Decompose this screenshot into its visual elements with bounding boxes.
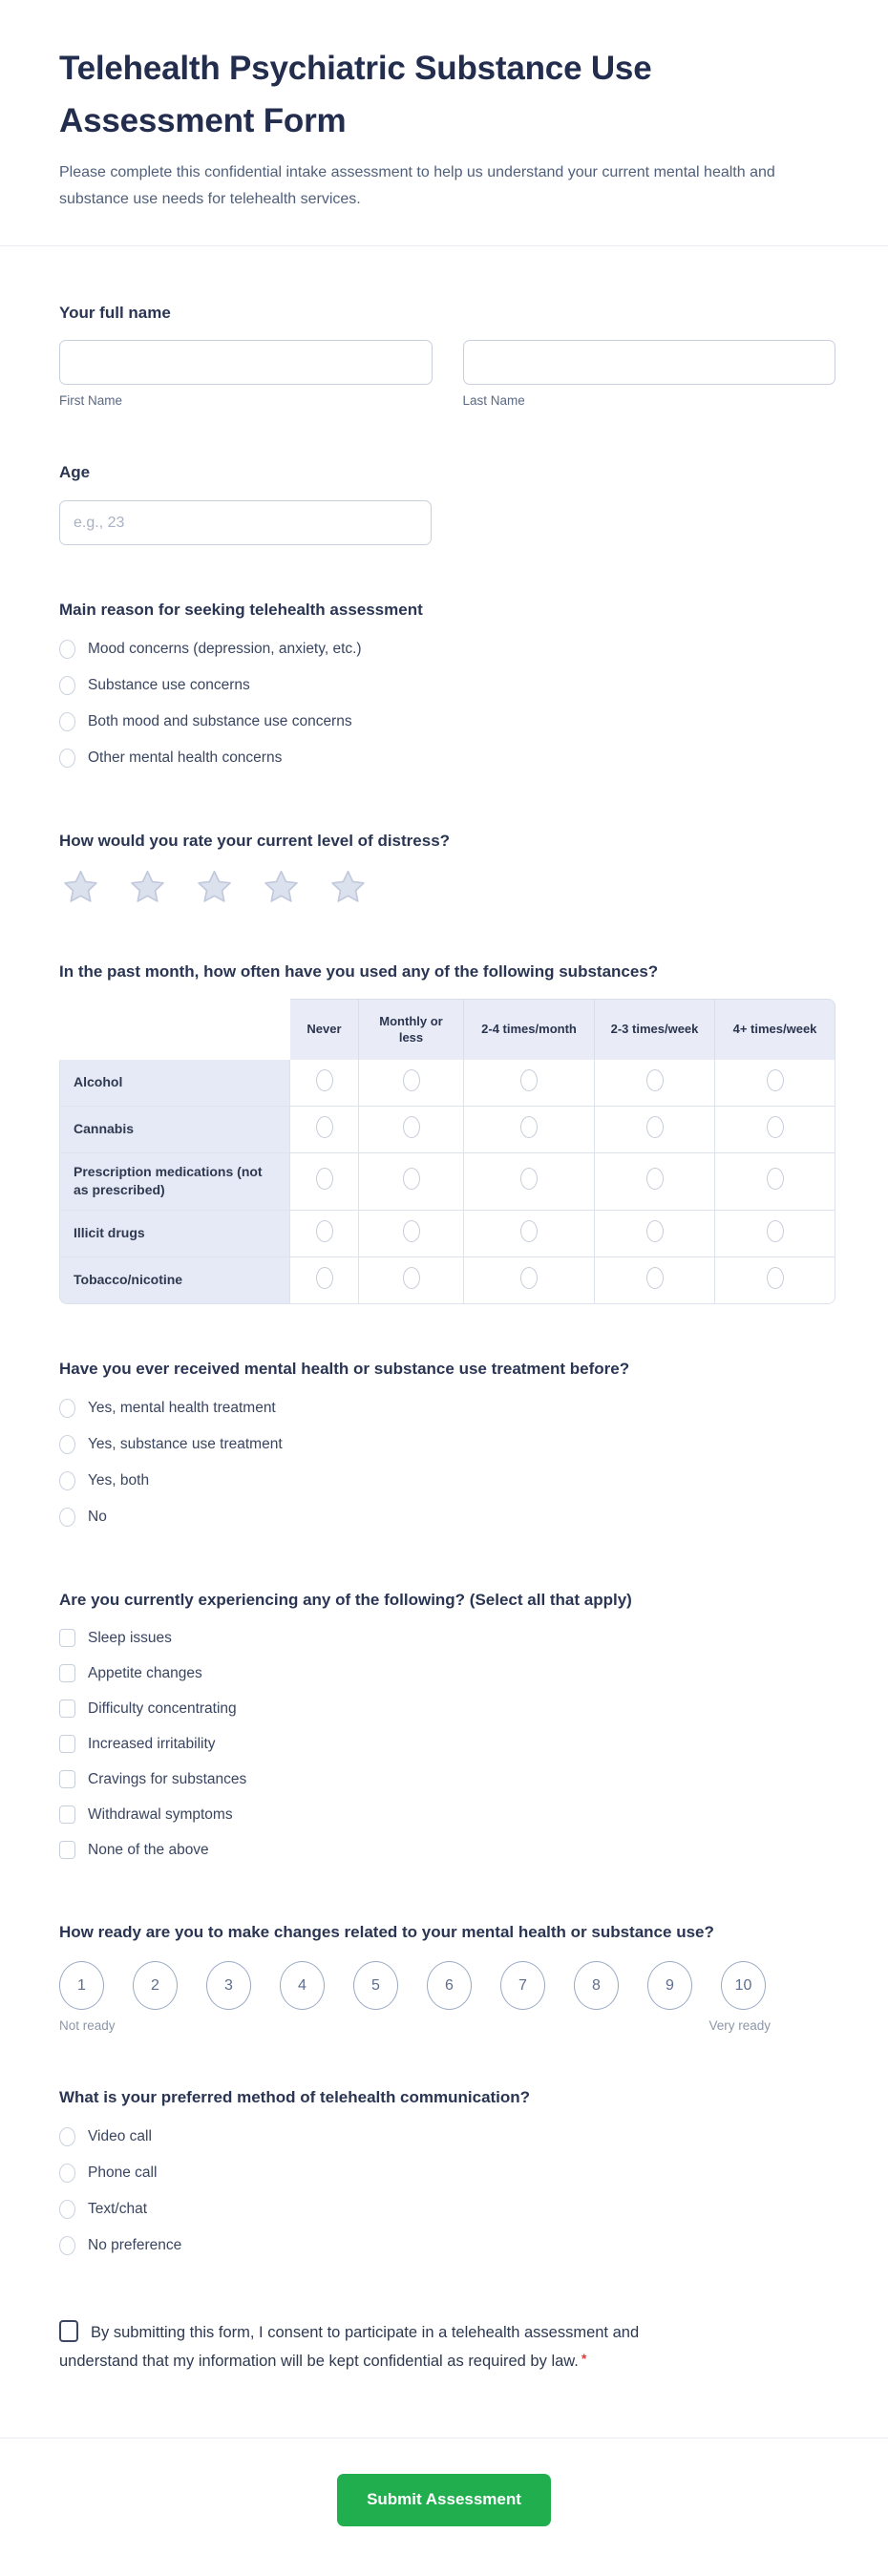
radio-icon[interactable]: [520, 1220, 538, 1242]
radio-icon[interactable]: [520, 1116, 538, 1138]
option-label: Cravings for substances: [88, 1770, 247, 1787]
first-name-sublabel: First Name: [59, 393, 123, 409]
radio-icon[interactable]: [646, 1116, 664, 1138]
scale-option[interactable]: 4: [280, 1961, 325, 2010]
checkbox-option[interactable]: [59, 1762, 835, 1797]
form-footer: [0, 2439, 888, 2576]
radio-icon[interactable]: [403, 1168, 420, 1190]
checkbox-icon[interactable]: [59, 1629, 75, 1647]
question-substance-table: [59, 961, 835, 1304]
table-cell: [290, 1060, 359, 1107]
option-label: Video call: [88, 2127, 152, 2144]
form-header: [0, 0, 888, 245]
radio-icon[interactable]: [59, 1471, 75, 1490]
question-label: What is your preferred method of telehealth communication?: [59, 2088, 531, 2107]
option-label: Substance use concerns: [88, 676, 250, 693]
checkbox-option[interactable]: [59, 1797, 835, 1832]
table-cell: [464, 1211, 595, 1257]
radio-icon[interactable]: [403, 1267, 420, 1289]
age-field-wrap: [59, 500, 835, 545]
table-row: [59, 1211, 835, 1257]
table-cell: [595, 1257, 715, 1304]
radio-icon[interactable]: [767, 1168, 784, 1190]
table-row: [59, 1257, 835, 1304]
first-name-group: [59, 340, 433, 408]
checkbox-option[interactable]: [59, 1832, 835, 1868]
option-label: Yes, mental health treatment: [88, 1399, 276, 1416]
question-label: How ready are you to make changes related to your mental health or substance use?: [59, 1923, 714, 1942]
table-corner-cell: [59, 999, 290, 1060]
star-icon[interactable]: [262, 868, 301, 907]
option-label: No preference: [88, 2236, 182, 2253]
table-cell: [595, 1211, 715, 1257]
consent-statement: [59, 2319, 651, 2376]
checkbox-option[interactable]: [59, 1656, 835, 1691]
scale-option[interactable]: 8: [574, 1961, 619, 2010]
scale-option[interactable]: 1: [59, 1961, 104, 2010]
option-label: Both mood and substance use concerns: [88, 712, 352, 729]
radio-icon[interactable]: [59, 749, 75, 768]
radio-option[interactable]: [59, 704, 835, 740]
scale-1-to-10: [59, 1961, 835, 2010]
option-label: Yes, substance use treatment: [88, 1435, 283, 1452]
checkbox-option[interactable]: [59, 1726, 835, 1762]
checkbox-icon[interactable]: [59, 1664, 75, 1682]
last-name-group: [463, 340, 836, 408]
radio-icon[interactable]: [59, 2164, 75, 2183]
question-label: Main reason for seeking telehealth assessment: [59, 601, 423, 620]
table-column-header: Never: [290, 999, 359, 1060]
scale-option[interactable]: 9: [647, 1961, 692, 2010]
star-icon[interactable]: [195, 868, 234, 907]
scale-option[interactable]: 5: [353, 1961, 398, 2010]
question-age: [59, 461, 835, 545]
option-label: Increased irritability: [88, 1735, 216, 1752]
question-label: Have you ever received mental health or substance use treatment before?: [59, 1359, 630, 1378]
radio-icon[interactable]: [646, 1069, 664, 1091]
table-cell: [715, 1060, 835, 1107]
radio-icon[interactable]: [59, 2127, 75, 2146]
star-icon[interactable]: [128, 868, 167, 907]
table-cell: [715, 1211, 835, 1257]
radio-option[interactable]: [59, 1463, 835, 1499]
radio-icon[interactable]: [403, 1116, 420, 1138]
form-description: Please complete this confidential intake assessment to help us understand your current mental health and substance use needs for telehealth services.: [59, 163, 775, 207]
table-cell: [715, 1153, 835, 1211]
first-name-input[interactable]: [59, 340, 433, 385]
checkbox-icon[interactable]: [59, 1735, 75, 1753]
consent-text: By submitting this form, I consent to participate in a telehealth assessment and understand that my information will be kept confidential as required by law.: [59, 2323, 640, 2371]
radio-icon[interactable]: [403, 1069, 420, 1091]
last-name-input[interactable]: [463, 340, 836, 385]
radio-icon[interactable]: [316, 1168, 333, 1190]
radio-icon[interactable]: [316, 1220, 333, 1242]
scale-option[interactable]: 6: [427, 1961, 472, 2010]
scale-min-label: Not ready: [59, 2018, 116, 2034]
table-row-label: Cannabis: [59, 1107, 290, 1153]
required-asterisk: *: [581, 2351, 587, 2367]
option-label: None of the above: [88, 1841, 209, 1858]
checkbox-icon[interactable]: [59, 1805, 75, 1824]
table-row: [59, 1153, 835, 1211]
table-cell: [715, 1257, 835, 1304]
table-row-label: Prescription medications (not as prescribed): [59, 1153, 290, 1211]
question-full-name: [59, 302, 835, 409]
table-cell: [359, 1257, 464, 1304]
table-row-label: Tobacco/nicotine: [59, 1257, 290, 1304]
question-communication-method: [59, 2086, 835, 2264]
table-column-header: 2-4 times/month: [464, 999, 595, 1060]
radio-icon[interactable]: [316, 1267, 333, 1289]
table-header-row: [59, 999, 835, 1060]
option-label: Mood concerns (depression, anxiety, etc.): [88, 640, 362, 657]
radio-option[interactable]: [59, 631, 835, 667]
option-label: Other mental health concerns: [88, 749, 283, 766]
table-cell: [359, 1153, 464, 1211]
table-cell: [359, 1107, 464, 1153]
table-cell: [464, 1060, 595, 1107]
table-cell: [464, 1107, 595, 1153]
radio-icon[interactable]: [59, 712, 75, 731]
radio-icon[interactable]: [59, 1435, 75, 1454]
radio-icon[interactable]: [59, 1399, 75, 1418]
star-rating: [59, 868, 835, 907]
radio-group-main-reason: [59, 631, 835, 776]
checkbox-icon[interactable]: [59, 1841, 75, 1859]
radio-option[interactable]: [59, 740, 835, 776]
table-column-header: Monthly or less: [359, 999, 464, 1060]
checkbox-icon[interactable]: [59, 1770, 75, 1788]
question-distress-rating: [59, 830, 835, 907]
option-label: Phone call: [88, 2164, 158, 2181]
radio-option[interactable]: [59, 667, 835, 704]
table-cell: [359, 1211, 464, 1257]
radio-icon[interactable]: [316, 1069, 333, 1091]
table-body: [59, 1060, 835, 1304]
table-column-header: 4+ times/week: [715, 999, 835, 1060]
scale-option[interactable]: 3: [206, 1961, 251, 2010]
question-main-reason: [59, 599, 835, 776]
radio-icon[interactable]: [59, 2200, 75, 2219]
scale-max-label: Very ready: [708, 2018, 771, 2034]
scale-option[interactable]: 10: [721, 1961, 766, 2010]
radio-option[interactable]: [59, 2228, 835, 2264]
option-label: Yes, both: [88, 1471, 150, 1489]
option-label: Appetite changes: [88, 1664, 202, 1681]
radio-option[interactable]: [59, 1426, 835, 1463]
radio-icon[interactable]: [520, 1168, 538, 1190]
question-label: How would you rate your current level of distress?: [59, 831, 451, 850]
radio-icon[interactable]: [767, 1116, 784, 1138]
radio-icon[interactable]: [646, 1220, 664, 1242]
option-label: Withdrawal symptoms: [88, 1805, 233, 1823]
star-icon[interactable]: [328, 868, 368, 907]
table-row: [59, 1107, 835, 1153]
question-previous-treatment: [59, 1358, 835, 1535]
radio-icon[interactable]: [59, 2236, 75, 2255]
table-cell: [595, 1060, 715, 1107]
question-label: Are you currently experiencing any of the following? (Select all that apply): [59, 1590, 632, 1609]
question-label: Your full name: [59, 303, 171, 322]
table-cell: [290, 1211, 359, 1257]
submit-button[interactable]: Submit Assessment: [337, 2474, 551, 2526]
checkbox-option[interactable]: [59, 1691, 835, 1726]
question-label: In the past month, how often have you used any of the following substances?: [59, 961, 659, 981]
substance-frequency-table: [59, 999, 835, 1304]
radio-icon[interactable]: [520, 1267, 538, 1289]
table-cell: [359, 1060, 464, 1107]
table-cell: [290, 1257, 359, 1304]
table-cell: [715, 1107, 835, 1153]
option-label: Sleep issues: [88, 1629, 172, 1646]
radio-group-communication-method: [59, 2119, 835, 2264]
consent-checkbox-icon[interactable]: [59, 2320, 78, 2342]
radio-icon[interactable]: [646, 1168, 664, 1190]
table-cell: [595, 1107, 715, 1153]
table-row: [59, 1060, 835, 1107]
table-column-header: 2-3 times/week: [595, 999, 715, 1060]
radio-icon[interactable]: [646, 1267, 664, 1289]
radio-option[interactable]: [59, 1390, 835, 1426]
radio-icon[interactable]: [767, 1220, 784, 1242]
table-cell: [595, 1153, 715, 1211]
table-cell: [464, 1257, 595, 1304]
radio-icon[interactable]: [767, 1069, 784, 1091]
table-cell: [290, 1153, 359, 1211]
option-label: Text/chat: [88, 2200, 148, 2217]
checkbox-group-symptoms: [59, 1620, 835, 1868]
page-title: Telehealth Psychiatric Substance Use Assessment Form: [59, 50, 652, 140]
checkbox-option[interactable]: [59, 1620, 835, 1656]
radio-option[interactable]: [59, 2119, 835, 2155]
option-label: No: [88, 1508, 107, 1525]
name-fields-row: [59, 340, 835, 408]
table-cell: [464, 1153, 595, 1211]
table-row-label: Illicit drugs: [59, 1211, 290, 1257]
radio-icon[interactable]: [59, 676, 75, 695]
question-current-symptoms: [59, 1589, 835, 1869]
question-label: Age: [59, 463, 91, 482]
radio-option[interactable]: [59, 2155, 835, 2191]
scale-option[interactable]: 7: [500, 1961, 545, 2010]
question-readiness-scale: [59, 1921, 835, 2033]
radio-icon[interactable]: [59, 1508, 75, 1527]
radio-icon[interactable]: [520, 1069, 538, 1091]
radio-option[interactable]: [59, 1499, 835, 1535]
radio-icon[interactable]: [403, 1220, 420, 1242]
form-body: [0, 246, 888, 2376]
table-cell: [290, 1107, 359, 1153]
table-row-label: Alcohol: [59, 1060, 290, 1107]
radio-icon[interactable]: [59, 640, 75, 659]
radio-icon[interactable]: [767, 1267, 784, 1289]
radio-icon[interactable]: [316, 1116, 333, 1138]
checkbox-icon[interactable]: [59, 1700, 75, 1718]
scale-option[interactable]: 2: [133, 1961, 178, 2010]
scale-endpoint-labels: [59, 2018, 771, 2033]
star-icon[interactable]: [61, 868, 100, 907]
radio-group-previous-treatment: [59, 1390, 835, 1535]
age-input[interactable]: [59, 500, 432, 545]
last-name-sublabel: Last Name: [462, 393, 525, 409]
radio-option[interactable]: [59, 2191, 835, 2228]
option-label: Difficulty concentrating: [88, 1700, 237, 1717]
